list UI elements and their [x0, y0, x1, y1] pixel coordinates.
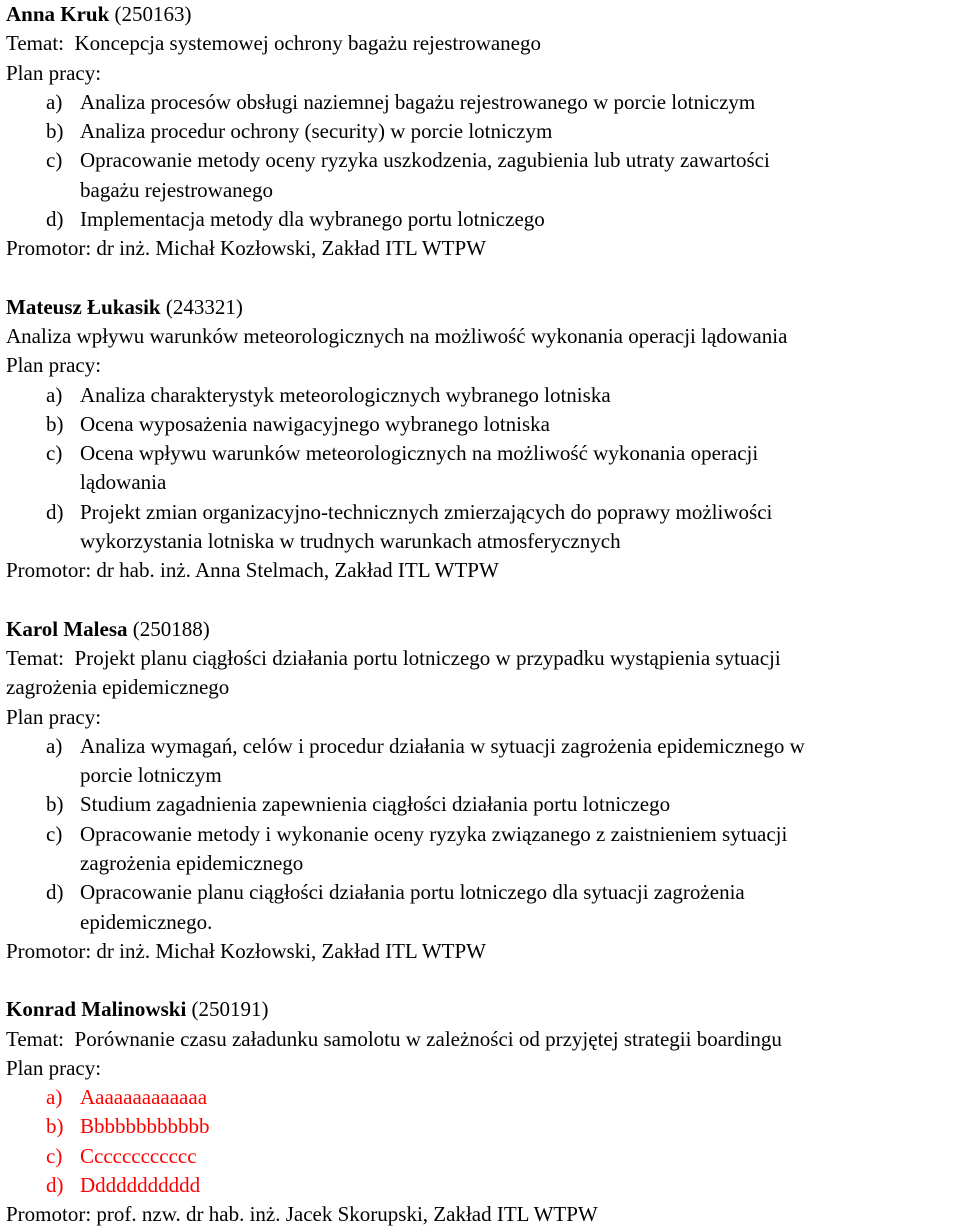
plan-item-marker: a) — [46, 382, 63, 407]
student-name: Anna Kruk — [6, 2, 110, 26]
thesis-topic — [6, 322, 960, 351]
student-heading — [6, 293, 960, 322]
plan-item — [6, 790, 960, 819]
student-heading — [6, 0, 960, 29]
plan-item-marker: c) — [46, 821, 63, 846]
promotor-line: Promotor: dr inż. Michał Kozłowski, Zakład ITL WTPW — [6, 236, 486, 261]
thesis-topic — [6, 644, 960, 673]
student-id: (243321) — [165, 294, 243, 319]
plan-label: Plan pracy: — [6, 353, 102, 378]
thesis-entry — [6, 0, 960, 264]
plan-item-marker: a) — [46, 89, 63, 114]
plan-item-marker: c) — [46, 441, 63, 466]
promotor-line: Promotor: dr hab. inż. Anna Stelmach, Zakład ITL WTPW — [6, 558, 499, 583]
plan-item-marker: c) — [46, 1143, 63, 1168]
plan-item-marker: c) — [46, 148, 63, 173]
topic-prefix: Temat: — [6, 1026, 65, 1051]
plan-item-text: Opracowanie metody oceny ryzyka uszkodzenia, zagubienia lub utraty zawartości — [80, 148, 770, 173]
plan-item-text: Studium zagadnienia zapewnienia ciągłości działania portu lotniczego — [80, 792, 671, 817]
thesis-entry — [6, 995, 960, 1229]
plan-list — [6, 1083, 960, 1200]
student-id: (250191) — [191, 997, 269, 1022]
plan-item-marker: d) — [46, 1172, 64, 1197]
plan-item — [6, 439, 960, 498]
plan-item — [6, 381, 960, 410]
plan-item-text: Projekt zmian organizacyjno-technicznych zmierzających do poprawy możliwości — [80, 499, 773, 524]
plan-item-marker: d) — [46, 207, 64, 232]
plan-item-text: epidemicznego. — [80, 909, 213, 934]
student-id: (250188) — [132, 616, 210, 641]
plan-item-marker: b) — [46, 1114, 64, 1139]
student-name: Karol Malesa — [6, 616, 128, 641]
plan-item-text: Bbbbbbbbbbbb — [80, 1114, 210, 1139]
promotor-line: Promotor: prof. nzw. dr hab. inż. Jacek Skorupski, Zakład ITL WTPW — [6, 1202, 598, 1227]
thesis-topic — [6, 29, 960, 58]
plan-item — [6, 820, 960, 879]
plan-item-marker: a) — [46, 733, 63, 758]
plan-item-text: Opracowanie planu ciągłości działania portu lotniczego dla sytuacji zagrożenia — [80, 880, 745, 905]
plan-list — [6, 381, 960, 557]
plan-item — [6, 146, 960, 205]
plan-item-placeholder — [6, 1171, 960, 1200]
plan-item — [6, 410, 960, 439]
student-name: Mateusz Łukasik — [6, 294, 161, 319]
topic-text: Porównanie czasu załadunku samolotu w zależności od przyjętej strategii boardingu — [74, 1026, 782, 1051]
promotor-line: Promotor: dr inż. Michał Kozłowski, Zakład ITL WTPW — [6, 938, 486, 963]
plan-list — [6, 732, 960, 937]
plan-item-marker: d) — [46, 880, 64, 905]
plan-item-text: Implementacja metody dla wybranego portu lotniczego — [80, 207, 545, 232]
plan-item-text: Analiza charakterystyk meteorologicznych wybranego lotniska — [80, 382, 611, 407]
plan-item-placeholder — [6, 1142, 960, 1171]
thesis-topic — [6, 1025, 960, 1054]
plan-item — [6, 205, 960, 234]
plan-item — [6, 88, 960, 117]
topic-prefix: Temat: — [6, 645, 65, 670]
plan-item-marker: b) — [46, 119, 64, 144]
topic-prefix: Temat: — [6, 31, 65, 56]
thesis-topic-continued: zagrożenia epidemicznego — [6, 675, 230, 700]
plan-label: Plan pracy: — [6, 704, 102, 729]
plan-item-text: Analiza procedur ochrony (security) w porcie lotniczym — [80, 119, 553, 144]
plan-item-placeholder — [6, 1112, 960, 1141]
topic-text: Koncepcja systemowej ochrony bagażu rejestrowanego — [74, 31, 542, 56]
thesis-entry — [6, 615, 960, 967]
plan-item-text: Cccccccccccc — [80, 1143, 197, 1168]
plan-item-text: zagrożenia epidemicznego — [80, 851, 304, 876]
plan-item-text: Analiza wymagań, celów i procedur działania w sytuacji zagrożenia epidemicznego w — [80, 733, 805, 758]
plan-item-marker: d) — [46, 499, 64, 524]
plan-item — [6, 732, 960, 791]
plan-item-text: porcie lotniczym — [80, 763, 222, 788]
student-name: Konrad Malinowski — [6, 997, 187, 1022]
plan-item-text: wykorzystania lotniska w trudnych warunkach atmosferycznych — [80, 529, 621, 554]
plan-item-text: Ocena wpływu warunków meteorologicznych na możliwość wykonania operacji — [80, 441, 759, 466]
plan-item-marker: a) — [46, 1085, 63, 1110]
plan-item-text: Ocena wyposażenia nawigacyjnego wybranego lotniska — [80, 411, 550, 436]
plan-item-text: Opracowanie metody i wykonanie oceny ryzyka związanego z zaistnieniem sytuacji — [80, 821, 788, 846]
plan-item — [6, 498, 960, 557]
plan-item-text: Analiza procesów obsługi naziemnej bagażu rejestrowanego w porcie lotniczym — [80, 89, 756, 114]
plan-item-placeholder — [6, 1083, 960, 1112]
plan-item-marker: b) — [46, 792, 64, 817]
plan-list — [6, 88, 960, 234]
student-heading — [6, 615, 960, 644]
student-heading — [6, 995, 960, 1024]
plan-item-text: lądowania — [80, 470, 167, 495]
student-id: (250163) — [114, 2, 192, 26]
thesis-entry — [6, 293, 960, 586]
plan-item-text: Aaaaaaaaaaaaa — [80, 1085, 208, 1110]
plan-label: Plan pracy: — [6, 1055, 102, 1080]
plan-item-marker: b) — [46, 411, 64, 436]
plan-item-text: Ddddddddddd — [80, 1172, 201, 1197]
topic-text: Projekt planu ciągłości działania portu lotniczego w przypadku wystąpienia sytuacji — [74, 645, 781, 670]
topic-text: Analiza wpływu warunków meteorologicznych na możliwość wykonania operacji lądowania — [6, 323, 788, 348]
plan-item — [6, 117, 960, 146]
plan-item-text: bagażu rejestrowanego — [80, 177, 273, 202]
plan-label: Plan pracy: — [6, 60, 102, 85]
plan-item — [6, 878, 960, 937]
